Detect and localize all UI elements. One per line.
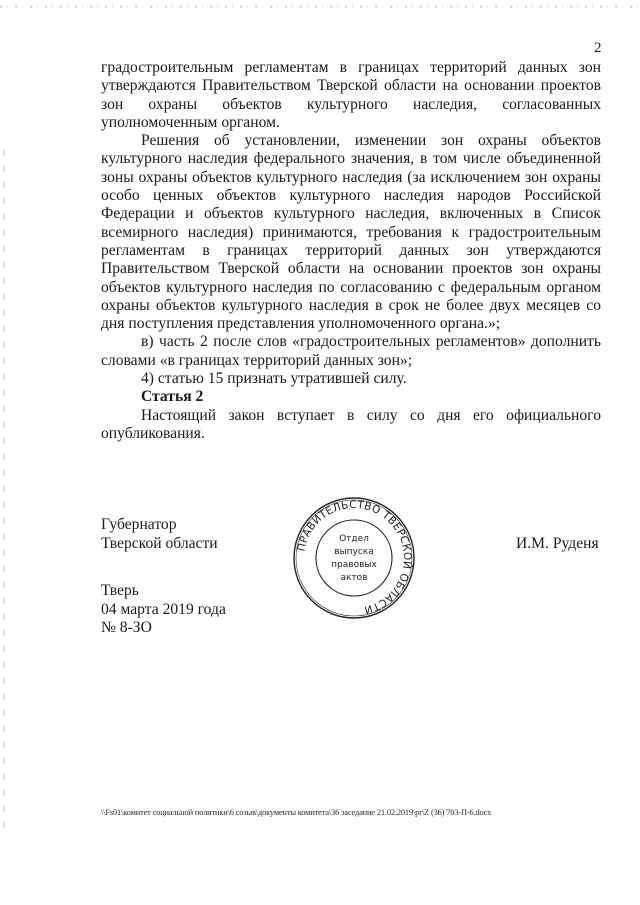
signature-position <box>101 516 218 553</box>
stamp-line-3: правовых <box>331 560 377 570</box>
stamp-line-2: выпуска <box>334 547 374 557</box>
scan-artifact-left <box>3 150 5 830</box>
paragraph-4: 4) статью 15 признать утратившей силу. <box>141 370 407 388</box>
signature-position-line1: Губернатор <box>101 516 177 533</box>
place-date-block <box>101 582 226 638</box>
paragraph-1: градостроительным регламентам в границах территорий данных зон утверждаются Правительством Тверской области на основании проектов зон охраны объектов культурного наследия, согласованных уполномоченным органом. <box>101 59 601 131</box>
document-number: № 8-ЗО <box>101 619 152 636</box>
page-number: 2 <box>594 40 602 56</box>
article-title: Статья 2 <box>141 388 204 406</box>
paragraph-2: Решения об установлении, изменении зон охраны объектов культурного наследия федерального значения, в том числе объединенной зоны охраны объектов культурного наследия (за исключением зон охраны особо ценных объектов культурного наследия народов Российской Федерации и объектов культурного наследия, включенных в Список всемирного наследия) принимаются, требования к градостроительным регламентам в границах территорий данных зон утверждаются Правительством Тверской области на основании проектов зон охраны объектов культурного наследия по согласованию с федеральным органом охраны объектов культурного наследия в срок не более двух месяцев со дня поступления представления уполномоченного органа.»; <box>101 132 601 333</box>
file-path-footer: \\Fs01\комитет социальной политики\6 созыв\документы комитета\36 заседание 21.02.2019\pr\Z (36) 703-П-6.docx <box>101 808 492 817</box>
document-date: 04 марта 2019 года <box>101 600 226 618</box>
stamp-line-1: Отдел <box>339 534 369 544</box>
document-body <box>101 59 601 443</box>
official-stamp <box>292 496 416 620</box>
signature-name: И.М. Руденя <box>516 535 599 552</box>
paragraph-5: Настоящий закон вступает в силу со дня его официального опубликования. <box>101 406 601 442</box>
stamp-line-4: актов <box>340 573 368 583</box>
place-city: Тверь <box>101 582 139 599</box>
signature-position-line2: Тверской области <box>101 534 218 552</box>
paragraph-3: в) часть 2 после слов «градостроительных регламентов» дополнить словами «в границах территорий данных зон»; <box>101 333 601 369</box>
scan-artifact-top <box>0 5 640 8</box>
stamp-ring-text: ПРАВИТЕЛЬСТВО ТВЕРСКОЙ ОБЛАСТИ <box>295 498 414 616</box>
